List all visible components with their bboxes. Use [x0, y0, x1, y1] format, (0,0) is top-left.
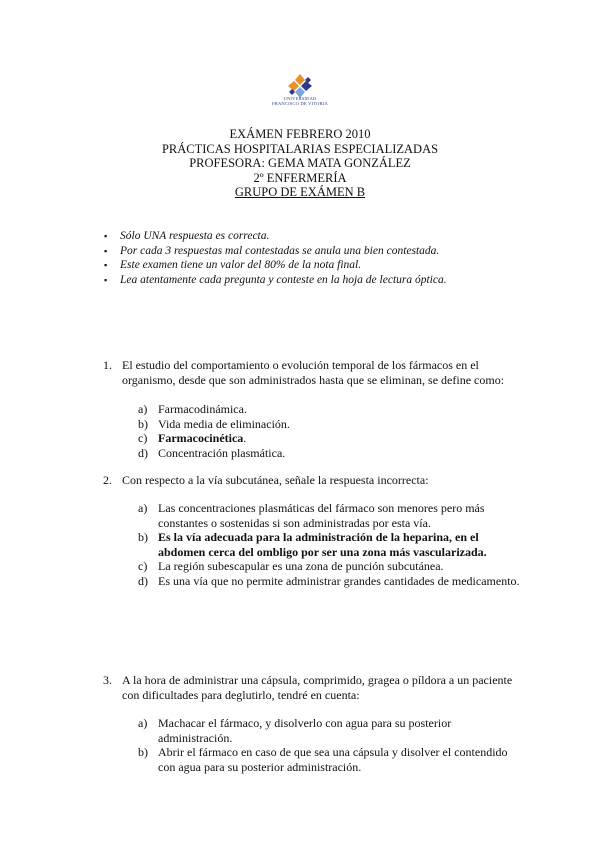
option-letter: b) [138, 745, 148, 759]
option-text: Abrir el fármaco en caso de que sea una cápsula y disolver el contendido con agua para su posterior administración. [158, 745, 508, 774]
option-b-correct [138, 530, 523, 559]
professor-name: PROFESORA: GEMA MATA GONZÁLEZ [189, 156, 411, 170]
exam-rules-list [104, 229, 447, 287]
year-program: 2º ENFERMERÍA [253, 170, 347, 185]
option-text: La región subescapular es una zona de punción subcutánea. [158, 559, 444, 573]
option-letter: d) [138, 573, 148, 588]
option-c-correct [138, 431, 523, 446]
option-text: Las concentraciones plasmáticas del fármaco son menores pero más constantes o sostenidas si son administradas por esta vía. [158, 501, 485, 530]
question-2 [103, 473, 523, 488]
rule-item: ▪ Este examen tiene un valor del 80% de la nota final. [104, 258, 447, 273]
question-text: Con respecto a la vía subcutánea, señale la respuesta incorrecta: [122, 473, 429, 487]
question-text: El estudio del comportamiento o evolución temporal de los fármacos en el organismo, desde que son administrados hasta que se eliminan, se define como: [122, 358, 505, 387]
course-name: PRÁCTICAS HOSPITALARIAS ESPECIALIZADAS [161, 141, 439, 156]
option-b [138, 417, 523, 432]
logo-caption-line1: UNIVERSIDAD [283, 96, 317, 101]
option-d [138, 446, 523, 461]
option-d [138, 574, 523, 589]
exam-title: EXÁMEN FEBRERO 2010 [229, 127, 371, 141]
option-text: Concentración plasmática. [158, 445, 286, 460]
option-c [138, 559, 523, 574]
exam-header [0, 127, 600, 200]
question-3 [103, 673, 523, 703]
option-a [138, 402, 523, 417]
option-letter: a) [138, 402, 148, 416]
option-a [138, 501, 523, 530]
question-2-options [138, 501, 523, 588]
option-letter: c) [138, 559, 148, 573]
logo-shape-right [301, 81, 312, 91]
logo-shape-left [288, 81, 299, 91]
logo-shape-top [295, 74, 305, 85]
rule-item: ▪ Sólo UNA respuesta es correcta. [104, 229, 447, 244]
option-a [138, 716, 523, 745]
option-b [138, 745, 523, 774]
rule-item: ▪ Lea atentamente cada pregunta y conteste en la hoja de lectura óptica. [104, 273, 447, 288]
question-1-options [138, 402, 523, 460]
option-letter: b) [138, 416, 148, 431]
option-text: Machacar el fármaco, y disolverlo con agua para su posterior administración. [158, 716, 452, 745]
option-letter: d) [138, 445, 148, 460]
exam-group: GRUPO DE EXÁMEN B [234, 185, 366, 199]
logo-caption [266, 96, 334, 106]
option-text-highlighted: Es la vía adecuada para la administración de la heparina, en el abdomen cerca del ombligo por ser una zona más vascularizada. [158, 530, 487, 559]
logo-caption-line2: FRANCISCO DE VITORIA [272, 101, 328, 106]
question-number: 3. [103, 673, 112, 687]
question-1 [103, 358, 523, 388]
option-text-highlighted: Farmacocinética [158, 431, 244, 445]
question-3-options [138, 716, 523, 774]
question-number: 2. [103, 473, 112, 487]
option-text: Vida media de eliminación. [158, 416, 290, 431]
option-text: Farmacodinámica. [158, 402, 247, 416]
option-text: Es una vía que no permite administrar grandes cantidades de medicamento. [158, 573, 520, 588]
option-letter: a) [138, 501, 148, 515]
option-suffix: . [243, 431, 247, 445]
rule-item: ▪ Por cada 3 respuestas mal contestadas se anula una bien contestada. [104, 244, 447, 259]
question-number: 1. [103, 358, 112, 372]
option-letter: b) [138, 530, 148, 544]
option-letter: c) [138, 431, 148, 445]
option-letter: a) [138, 716, 148, 730]
question-text: A la hora de administrar una cápsula, comprimido, gragea o píldora a un paciente con dificultades para deglutirlo, tendré en cuenta: [122, 673, 513, 702]
